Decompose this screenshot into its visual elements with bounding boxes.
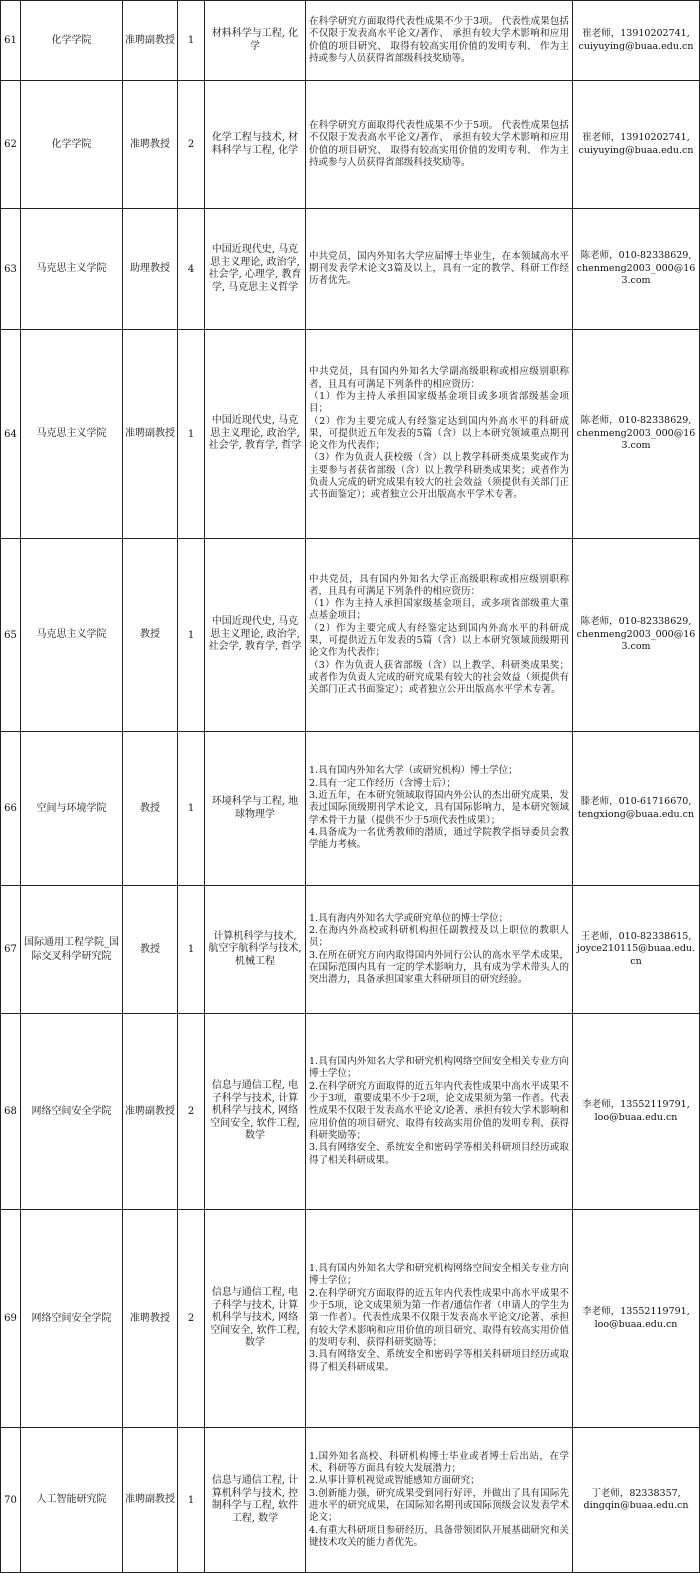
requirements-cell (306, 539, 573, 732)
discipline-list: 中国近现代史, 马克思主义理论, 政治学, 社会学, 心理学, 教育学, 马克思主义哲学 (205, 209, 306, 330)
requirements-cell (306, 1, 573, 81)
requirement-text: 1.具有国内外知名大学和研究机构网络空间安全相关专业方向博士学位； (309, 1263, 569, 1287)
contact-email: tengxiong@buaa.edu.cn (577, 808, 695, 820)
contact-cell (573, 732, 700, 886)
row-number: 69 (1, 1210, 21, 1428)
contact-name-phone: 李老师，13552119791, (582, 1099, 690, 1110)
position-title: 准聘教授 (123, 1210, 178, 1428)
requirement-text: 在科学研究方面取得代表性成果不少于5项。 代表性成果包括不仅限于发表高水平论文/著作、 承担有较大学术影响和应用价值的项目研究、 取得有较高实用价值的发明专利、 作为主持或参与人员获得省部级科技奖励等。 (309, 119, 569, 168)
college-name: 网络空间安全学院 (21, 1014, 123, 1210)
position-title: 准聘副教授 (123, 1, 178, 81)
discipline-list: 环境科学与工程, 地球物理学 (205, 732, 306, 886)
position-title: 教授 (123, 886, 178, 1014)
discipline-list: 信息与通信工程, 电子科学与技术, 计算机科学与技术, 网络空间安全, 软件工程, 数学 (205, 1014, 306, 1210)
row-number: 70 (1, 1428, 21, 1573)
table-row (1, 886, 700, 1014)
requirement-text: 3.在所在研究方向内取得国内外同行公认的高水平学术成果，在国际范围内具有一定的学术影响力，具有成为学术带头人的突出潜力，具备承担国家重大科研项目的研究经验。 (309, 949, 569, 986)
contact-email: dingqin@buaa.edu.cn (583, 1500, 689, 1511)
requirement-text: （1）作为主持人承担国家级基金项目，或多项省部级重大重点基金项目； (309, 598, 569, 622)
requirements-cell (306, 330, 573, 539)
requirement-text: （3）作为负责人获省部级（含）以上教学、科研类成果奖；或者作为负责人完成的研究成果有较大的社会效益（须提供有关部门正式书面鉴定）；或者独立公开出版高水平学术专著。 (309, 659, 569, 696)
table-row (1, 1428, 700, 1573)
position-count: 1 (178, 539, 205, 732)
position-title: 准聘教授 (123, 81, 178, 209)
position-count: 1 (178, 330, 205, 539)
position-count: 1 (178, 886, 205, 1014)
requirement-text: 中共党员，国内外知名大学应届博士毕业生，在本领域高水平期刊发表学术论文3篇及以上，具有一定的教学、科研工作经历者优先。 (309, 250, 569, 287)
requirement-text: 在科学研究方面取得代表性成果不少于3项。 代表性成果包括不仅限于发表高水平论文/著作、 承担有较大学术影响和应用价值的项目研究、 取得有较高实用价值的发明专利、 作为主持或参与人员获得省部级科技奖励等。 (309, 15, 569, 64)
requirement-text: 2.在科学研究方面取得的近五年内代表性成果中高水平成果不少于5项，论文成果须为第一作者/通信作者（申请人的学生为第一作者）。代表性成果不仅限于发表高水平论文/论著、承担有较大学术影响和应用价值的项目研究、取得有较高实用价值的发明专利、获得科研奖励等； (309, 1287, 569, 1348)
table-row (1, 330, 700, 539)
row-number: 65 (1, 539, 21, 732)
contact-cell (573, 209, 700, 330)
college-name: 马克思主义学院 (21, 330, 123, 539)
contact-name-phone: 李老师，13552119791, (582, 1306, 690, 1317)
position-count: 4 (178, 209, 205, 330)
discipline-list: 中国近现代史, 马克思主义理论, 政治学, 社会学, 教育学, 哲学 (205, 330, 306, 539)
college-name: 空间与环境学院 (21, 732, 123, 886)
requirement-text: 3.近五年，在本研究领域取得国内外公认的杰出研究成果，发表过国际顶级期刊学术论文，具有国际影响力，是本研究领域学术骨干力量（提供不少于5项代表性成果）； (309, 790, 569, 826)
row-number: 66 (1, 732, 21, 886)
position-title: 准聘副教授 (123, 1014, 178, 1210)
requirement-text: 中共党员，具有国内外知名大学正高级职称或相应级别职称者，且具有可满足下列条件的相应资历： (309, 573, 569, 597)
college-name: 人工智能研究院 (21, 1428, 123, 1573)
position-count: 2 (178, 1014, 205, 1210)
requirement-text: 2.在海内外高校或科研机构担任副教授及以上职位的教职人员； (309, 924, 569, 949)
contact-email: cuiyuying@buaa.edu.cn (578, 144, 694, 156)
college-name: 国际通用工程学院_国际交叉科学研究院 (21, 886, 123, 1014)
table-row (1, 732, 700, 886)
requirements-cell (306, 886, 573, 1014)
table-row (1, 1014, 700, 1210)
requirements-cell (306, 209, 573, 330)
contact-email: loo@buaa.edu.cn (594, 1111, 678, 1123)
requirements-cell (306, 732, 573, 886)
contact-cell (573, 1428, 700, 1573)
contact-email: chenmeng2003_000@163.com (576, 262, 696, 287)
position-count: 2 (178, 81, 205, 209)
position-title: 教授 (123, 732, 178, 886)
contact-cell (573, 1014, 700, 1210)
table-row (1, 539, 700, 732)
position-count: 1 (178, 1428, 205, 1573)
contact-cell (573, 1210, 700, 1428)
requirement-text: （1）作为主持人承担国家级基金项目或多项省部级基金项目； (309, 390, 569, 415)
table-row (1, 209, 700, 330)
contact-name-phone: 崔老师，13910202741, (582, 28, 690, 39)
contact-email: chenmeng2003_000@163.com (576, 628, 696, 653)
requirement-text: 1.国外知名高校、科研机构博士毕业或者博士后出站，在学术、科研等方面具有较大发展潜力； (309, 1450, 569, 1475)
table-row (1, 1, 700, 81)
discipline-list: 中国近现代史, 马克思主义理论, 政治学, 社会学, 教育学, 哲学 (205, 539, 306, 732)
contact-name-phone: 滕老师，010-61716670, (580, 796, 692, 807)
contact-cell (573, 330, 700, 539)
position-title: 教授 (123, 539, 178, 732)
requirement-text: 1.具有国内外知名大学和研究机构网络空间安全相关专业方向博士学位； (309, 1056, 569, 1080)
discipline-list: 材料科学与工程, 化学 (205, 1, 306, 81)
requirement-text: （2）作为主要完成人有经鉴定达到国内外高水平的科研成果，可提供近五年发表的5篇（含）以上本研究领域顶级期刊论文作为代表作； (309, 622, 569, 659)
row-number: 68 (1, 1014, 21, 1210)
contact-name-phone: 丁老师，82338357, (591, 1487, 681, 1499)
contact-name-phone: 陈老师，010-82338629, (580, 415, 692, 427)
discipline-list: 信息与通信工程, 电子科学与技术, 计算机科学与技术, 网络空间安全, 软件工程, 数学 (205, 1210, 306, 1428)
requirements-cell (306, 1428, 573, 1573)
contact-cell (573, 81, 700, 209)
requirement-text: 2.在科学研究方面取得的近五年内代表性成果中高水平成果不少于3项，重要成果不少于2项，论文成果须为第一作者。代表性成果不仅限于发表高水平论文/论著、承担有较大学术影响和应用价值的项目研究、取得有较高实用价值的发明专利、获得科研奖励等； (309, 1080, 569, 1141)
requirement-text: 4.有重大科研项目参研经历，具备带领团队开展基础研究和关键技术攻关的能力者优先。 (309, 1524, 569, 1548)
contact-email: chenmeng2003_000@163.com (576, 427, 696, 452)
table-row (1, 1210, 700, 1428)
requirements-cell (306, 81, 573, 209)
college-name: 马克思主义学院 (21, 209, 123, 330)
discipline-list: 信息与通信工程, 计算机科学与技术, 控制科学与工程, 软件工程, 数学 (205, 1428, 306, 1573)
contact-name-phone: 崔老师，13910202741, (582, 132, 690, 143)
requirement-text: （3）作为负责人获校级（含）以上教学科研类成果奖或作为主要参与者获省部级（含）以上教学科研类成果奖；或者作为负责人完成的研究成果有较大的社会效益（须提供有关部门正式书面鉴定）；或者独立公开出版高水平学术专著。 (309, 452, 569, 501)
college-name: 化学学院 (21, 81, 123, 209)
table-body (1, 1, 700, 1573)
row-number: 63 (1, 209, 21, 330)
requirement-text: （2）作为主要完成人有经鉴定达到国内外高水平的科研成果，可提供近五年发表的5篇（含）以上本研究领域重点期刊论文作为代表作； (309, 415, 569, 452)
position-count: 1 (178, 732, 205, 886)
position-title: 准聘副教授 (123, 1428, 178, 1573)
position-title: 准聘副教授 (123, 330, 178, 539)
requirement-text: 3.具有网络安全、系统安全和密码学等相关科研项目经历或取得了相关科研成果。 (309, 1142, 569, 1166)
requirement-text: 1.具有海内外知名大学或研究单位的博士学位； (309, 912, 509, 924)
position-count: 1 (178, 1, 205, 81)
row-number: 62 (1, 81, 21, 209)
contact-cell (573, 886, 700, 1014)
contact-cell (573, 539, 700, 732)
college-name: 马克思主义学院 (21, 539, 123, 732)
requirement-text: 3.创新能力强，研究成果受到同行好评，并做出了具有国际先进水平的研究成果，在国际知名期刊或国际顶级会议发表学术论文； (309, 1487, 569, 1524)
table-row (1, 81, 700, 209)
college-name: 化学学院 (21, 1, 123, 81)
contact-email: joyce210115@buaa.edu.cn (576, 943, 696, 967)
contact-name-phone: 陈老师，010-82338629, (580, 250, 692, 262)
row-number: 64 (1, 330, 21, 539)
position-count: 2 (178, 1210, 205, 1428)
row-number: 61 (1, 1, 21, 81)
row-number: 67 (1, 886, 21, 1014)
requirement-text: 1.具有国内外知名大学（或研究机构）博士学位； (309, 765, 518, 777)
discipline-list: 计算机科学与技术, 航空宇航科学与技术, 机械工程 (205, 886, 306, 1014)
contact-cell (573, 1, 700, 81)
college-name: 网络空间安全学院 (21, 1210, 123, 1428)
requirement-text: 2.从事计算机视觉或智能感知方面研究； (309, 1475, 480, 1487)
position-title: 助理教授 (123, 209, 178, 330)
requirement-text: 2.具有一定工作经历（含博士后）； (309, 777, 456, 789)
requirements-cell (306, 1014, 573, 1210)
requirement-text: 4.具备成为一名优秀教师的潜质，通过学院教学指导委员会教学能力考核。 (309, 826, 569, 851)
contact-email: loo@buaa.edu.cn (594, 1318, 678, 1330)
contact-email: cuiyuying@buaa.edu.cn (578, 40, 694, 52)
discipline-list: 化学工程与技术, 材料科学与工程, 化学 (205, 81, 306, 209)
requirement-text: 中共党员，具有国内外知名大学副高级职称或相应级别职称者，且具有可满足下列条件的相应资历： (309, 366, 569, 390)
contact-name-phone: 陈老师，010-82338629, (580, 616, 692, 628)
contact-name-phone: 王老师，010-82338615, (580, 930, 692, 942)
requirement-text: 3.具有网络安全、系统安全和密码学等相关科研项目经历或取得了相关科研成果。 (309, 1349, 569, 1373)
requirements-cell (306, 1210, 573, 1428)
